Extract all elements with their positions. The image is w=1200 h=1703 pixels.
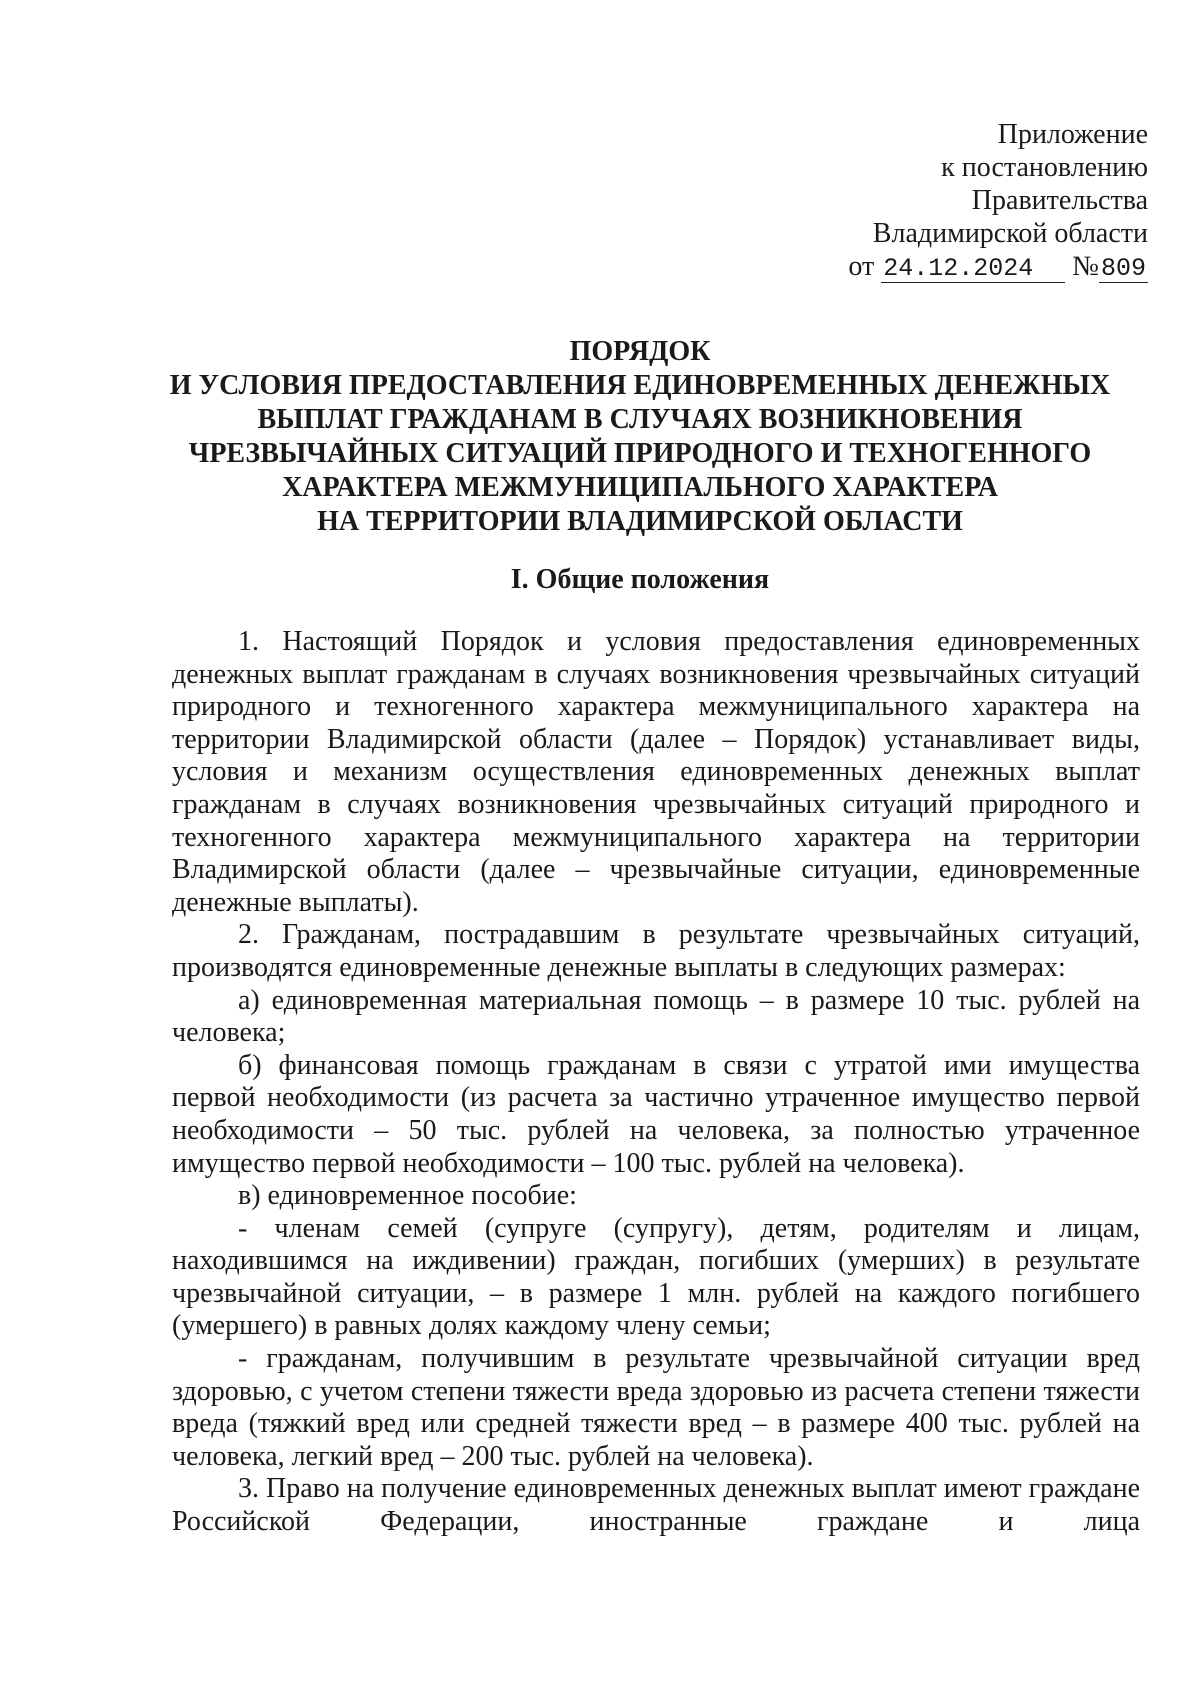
title-line: НА ТЕРРИТОРИИ ВЛАДИМИРСКОЙ ОБЛАСТИ [317, 506, 963, 537]
section-heading: I. Общие положения [510, 564, 770, 595]
title-line: ВЫПЛАТ ГРАЖДАНАМ В СЛУЧАЯХ ВОЗНИКНОВЕНИЯ [257, 404, 1023, 435]
paragraph: 1. Настоящий Порядок и условия предоставления единовременных денежных выплат гражданам в случаях возникновения чрезвычайных ситуаций природного и техногенного характера межмуниципального характера на территории Владимирской области (далее – Порядок) устанавливает виды, условия и механизм осуществления единовременных денежных выплат гражданам в случаях возникновения чрезвычайных ситуаций природного и техногенного характера межмуниципального характера на территории Владимирской области (далее – чрезвычайные ситуации, единовременные денежные выплаты). [172, 626, 1140, 918]
document-body [172, 626, 1140, 1539]
paragraph: в) единовременное пособие: [238, 1180, 577, 1212]
appendix-line: Владимирской области [872, 218, 1148, 249]
document-title [140, 335, 1140, 539]
paragraph: б) финансовая помощь гражданам в связи с утратой ими имущества первой необходимости (из расчета за частично утраченное имущество первой необходимости – 50 тыс. рублей на человека, за полностью утраченное имущество первой необходимости – 100 тыс. рублей на человека). [172, 1049, 1140, 1179]
title-line: ХАРАКТЕРА МЕЖМУНИЦИПАЛЬНОГО ХАРАКТЕРА [282, 472, 998, 503]
paragraph: - членам семей (супруге (супругу), детям, родителям и лицам, находившимся на иждивении) граждан, погибших (умерших) в результате чрезвычайной ситуации, – в размере 1 млн. рублей на каждого погибшего (умершего) в равных долях каждому члену семьи; [172, 1212, 1140, 1342]
appendix-block [848, 118, 1148, 283]
paragraph: 2. Гражданам, пострадавшим в результате чрезвычайных ситуаций, производятся единовременные денежные выплаты в следующих размерах: [172, 919, 1140, 983]
appendix-line: Правительства [971, 185, 1148, 216]
appendix-date-line [848, 250, 1148, 283]
title-line: ЧРЕЗВЫЧАЙНЫХ СИТУАЦИЙ ПРИРОДНОГО И ТЕХНОГЕННОГО [188, 438, 1092, 469]
title-line: И УСЛОВИЯ ПРЕДОСТАВЛЕНИЯ ЕДИНОВРЕМЕННЫХ ДЕНЕЖНЫХ [169, 370, 1111, 401]
paragraph: а) единовременная материальная помощь – в размере 10 тыс. рублей на человека; [172, 984, 1140, 1049]
paragraph: 3. Право на получение единовременных денежных выплат имеют граждане Российской Федерации, иностранные граждане и лица [172, 1473, 1140, 1538]
decree-date: 24.12.2024 [881, 256, 1065, 283]
date-prefix: от [848, 251, 875, 282]
appendix-line: Приложение [997, 119, 1148, 150]
number-prefix: № [1072, 251, 1099, 282]
decree-number: 809 [1100, 254, 1146, 283]
paragraph: - гражданам, получившим в результате чрезвычайной ситуации вред здоровью, с учетом степени тяжести вреда здоровью из расчета степени тяжести вреда (тяжкий вред или средней тяжести вред – в размере 400 тыс. рублей на человека, легкий вред – 200 тыс. рублей на человека). [172, 1343, 1140, 1472]
appendix-line: к постановлению [941, 152, 1148, 183]
title-line: ПОРЯДОК [569, 336, 711, 367]
